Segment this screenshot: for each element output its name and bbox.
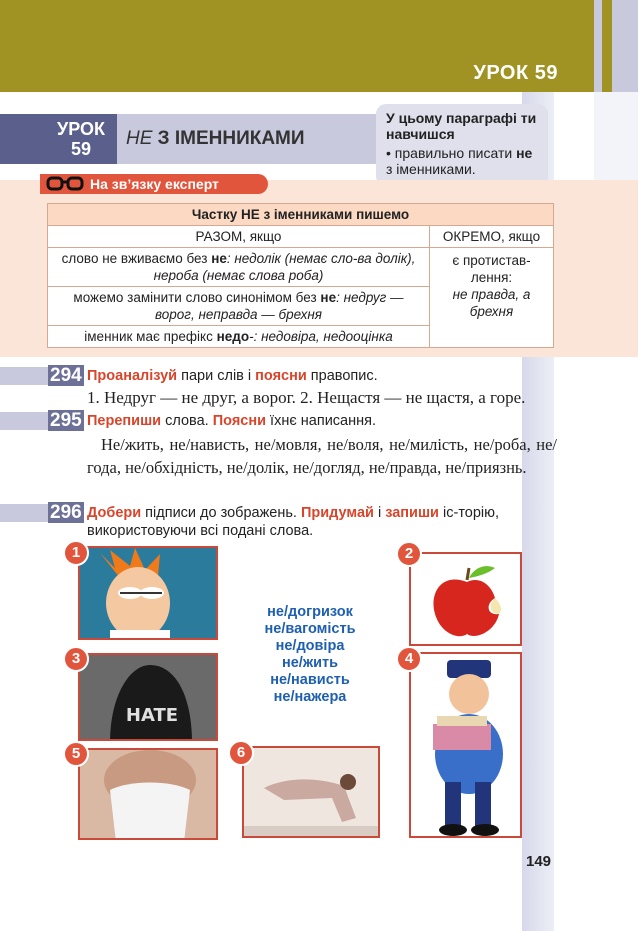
policeman-icon: [411, 654, 522, 838]
picture-6-number: 6: [228, 740, 254, 766]
ex294-pairs: 1. Недруг — не друг, а ворог. 2. Нещастя — не щастя, а горе.: [87, 388, 526, 407]
word-4: не/жить: [281, 655, 339, 671]
expert-tag: На зв’язку експерт: [40, 174, 268, 194]
ex295-words: Не/жить, не/нависть, не/мовля, не/воля, не/милість, не/роба, не/года, не/обхідність, не/долік, не/догляд, не/правда, не/приязнь.: [87, 435, 557, 477]
ex296-task: Добери підписи до зображень. Придумай і запиши іс-торію, використовуючи всі подані слова.: [87, 505, 500, 539]
lesson-number-box: [45, 114, 117, 164]
picture-2: [409, 552, 522, 646]
col-apart: ОКРЕМО, якщо: [430, 226, 554, 248]
word-list: [235, 604, 385, 706]
rule-table: [47, 203, 554, 348]
lesson-band-left: [0, 114, 45, 164]
picture-1-number: 1: [63, 540, 89, 566]
goals-box: [376, 104, 548, 186]
word-3: не/довіра: [275, 638, 345, 654]
ex295-number: 295: [50, 410, 82, 431]
word-6: не/нажера: [273, 689, 347, 705]
lesson-number: 59: [70, 139, 92, 159]
word-2: не/вагомість: [264, 621, 356, 637]
cartoon-face-icon: [80, 548, 218, 640]
ex296-number: 296: [50, 502, 82, 523]
goals-title: У цьому параграфі ти навчишся: [386, 110, 537, 142]
word-1: не/догризок: [267, 604, 353, 620]
ex294-number: 294: [50, 365, 82, 386]
rule-row-2: можемо замінити слово синонімом без не: недруг — ворог, неправда — брехня: [48, 287, 430, 326]
hood-figure-icon: [80, 655, 218, 741]
picture-5: [78, 748, 218, 840]
picture-4-number: 4: [396, 646, 422, 672]
rule-table-title: Частку НЕ з іменниками пишемо: [48, 204, 554, 226]
picture-6: [242, 746, 380, 838]
picture-2-number: 2: [396, 541, 422, 567]
col-together: РАЗОМ, якщо: [48, 226, 430, 248]
lesson-word: УРОК: [57, 119, 105, 139]
picture-4: [409, 652, 522, 838]
picture-3-number: 3: [63, 646, 89, 672]
ex294-task: Проаналізуй пари слів і поясни правопис.: [87, 368, 378, 384]
picture-5-number: 5: [63, 741, 89, 767]
rule-apart-cell: є протистав-лення: не правда, а брехня: [430, 248, 554, 348]
apple-icon: [411, 554, 522, 646]
dancer-icon: [244, 748, 380, 838]
goals-item: • правильно писати не з іменниками.: [386, 145, 533, 177]
picture-1: [78, 546, 218, 640]
rule-row-3: іменник має префікс недо-: недовіра, недооцінка: [48, 326, 430, 348]
page-number: 149: [526, 853, 552, 870]
ex295-task: Перепиши слова. Поясни їхнє написання.: [87, 413, 377, 429]
header-lesson-label: УРОК 59: [473, 62, 558, 84]
hate-text: HATE: [125, 705, 179, 726]
sneeze-icon: [80, 750, 218, 840]
rule-row-1: слово не вживаємо без не: недолік (немає сло-ва долік), нероба (немає слова роба): [48, 248, 430, 287]
picture-3: [78, 653, 218, 741]
lesson-title: НЕ З ІМЕННИКАМИ: [126, 128, 305, 149]
glasses-icon: [46, 175, 84, 193]
word-5: не/нависть: [270, 672, 350, 688]
